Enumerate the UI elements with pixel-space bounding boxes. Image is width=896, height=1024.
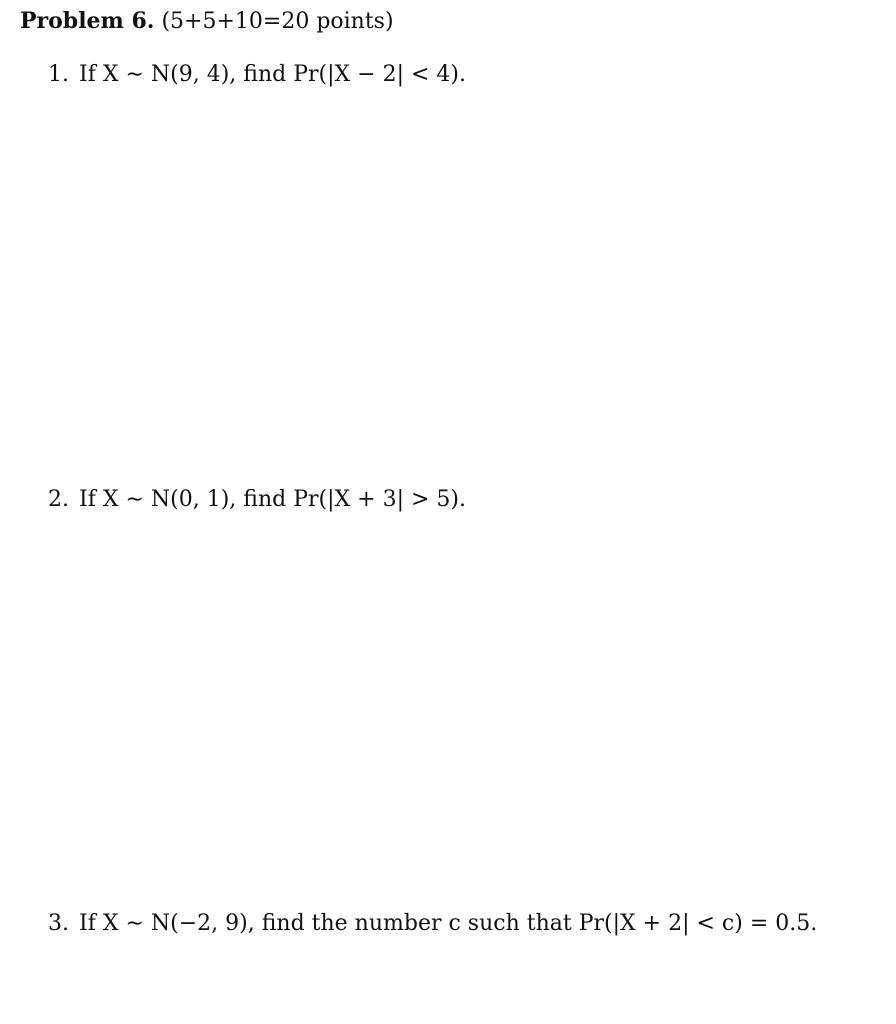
problem-number-1: 1. (48, 62, 69, 87)
problem-item-2 (48, 487, 466, 512)
problem-text-2: If X ∼ N(0, 1), find Pr(|X + 3| > 5). (79, 487, 467, 512)
problem-points: (5+5+10=20 points) (161, 9, 394, 34)
problem-text-3: If X ∼ N(−2, 9), find the number c such that Pr(|X + 2| < c) = 0.5. (79, 911, 818, 936)
problem-title: Problem 6. (20, 8, 155, 34)
problem-header (20, 8, 394, 34)
problem-number-2: 2. (48, 487, 69, 512)
problem-number-3: 3. (48, 911, 69, 936)
problem-text-1: If X ∼ N(9, 4), find Pr(|X − 2| < 4). (79, 62, 467, 87)
problem-item-1 (48, 62, 466, 87)
problem-item-3 (48, 911, 817, 936)
